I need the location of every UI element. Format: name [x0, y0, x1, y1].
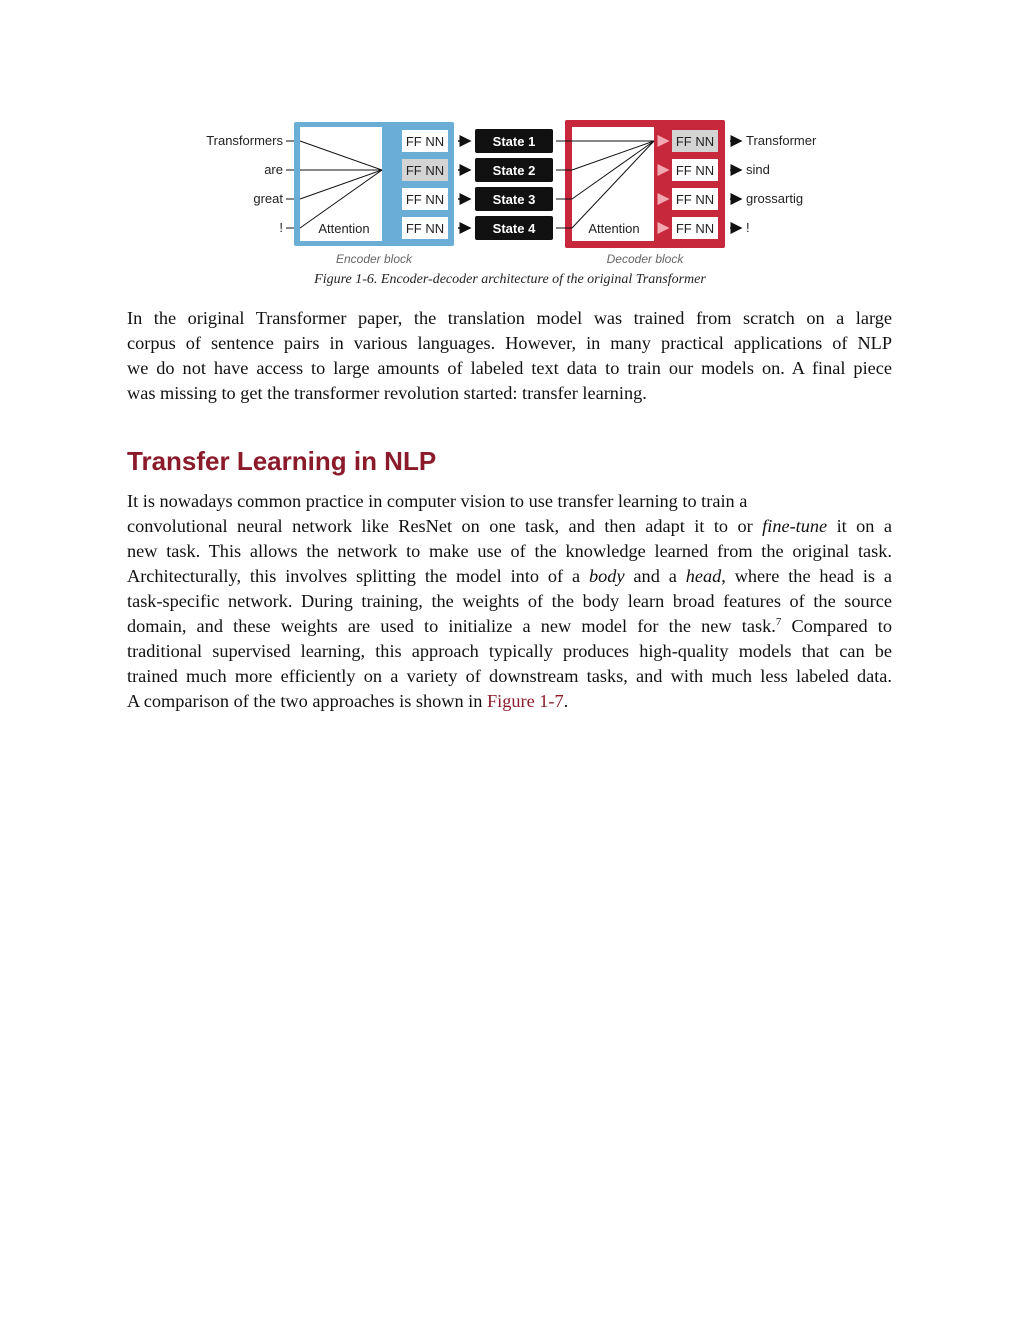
decoder-ffnn-2-label: FF NN: [675, 163, 715, 178]
decoder-block-label: Decoder block: [606, 252, 684, 266]
state-label-4: State 4: [492, 221, 536, 236]
paragraph-line: domain, and these weights are used to initialize a new model for the new task.$^7$ Compared to: [127, 616, 892, 636]
paragraph-line: new task. This allows the network to make use of the knowledge learned from the original task.: [127, 541, 892, 561]
encoder-ffnn-3-label: FF NN: [405, 192, 445, 207]
paragraph-line: traditional supervised learning, this approach typically produces high-quality models that can be: [127, 641, 892, 661]
footnote-marker[interactable]: 7: [775, 616, 782, 628]
paragraph-original-transformer: [127, 306, 892, 406]
encoder-block-label: Encoder block: [335, 252, 413, 266]
emphasis-fine-tune: fine-tune: [762, 516, 828, 536]
input-token-3: great: [253, 191, 283, 206]
encoder-decoder-diagram: [0, 0, 1020, 272]
emphasis-body: body: [589, 566, 625, 586]
section-heading: Transfer Learning in NLP: [127, 446, 437, 476]
decoder-ffnn-3-label: FF NN: [675, 192, 715, 207]
paragraph-line: A comparison of the two approaches is shown in Figure 1-7.: [127, 691, 569, 711]
state-label-2: State 2: [492, 163, 536, 178]
paragraph-line: convolutional neural network like ResNet on one task, and then adapt it to or fine-tune it on a: [127, 516, 892, 536]
paragraph-line: corpus of sentence pairs in various languages. However, in many practical applications of NLP: [127, 333, 892, 353]
paragraph-transfer-learning: [127, 489, 892, 714]
encoder-attention-label: Attention: [318, 221, 370, 236]
paragraph-line: was missing to get the transformer revolution started: transfer learning.: [127, 383, 647, 403]
input-token-4: !: [279, 220, 283, 235]
state-label-1: State 1: [492, 134, 536, 149]
paragraph-line: It is nowadays common practice in computer vision to use transfer learning to train a: [127, 491, 748, 511]
encoder-decoder-figure: [0, 0, 1020, 300]
encoder-ffnn-1-label: FF NN: [405, 134, 445, 149]
emphasis-head: head: [685, 566, 722, 586]
input-token-2: are: [264, 162, 283, 177]
input-token-1: Transformers: [206, 133, 283, 148]
encoder-ffnn-2-label: FF NN: [405, 163, 445, 178]
encoder-ffnn-4-label: FF NN: [405, 221, 445, 236]
paragraph-line: In the original Transformer paper, the translation model was trained from scratch on a large: [127, 308, 892, 328]
output-token-3: grossartig: [746, 191, 804, 206]
output-token-2: sind: [746, 162, 770, 177]
paragraph-line: trained much more efficiently on a variety of downstream tasks, and with much less labeled data.: [127, 666, 892, 686]
decoder-ffnn-4-label: FF NN: [675, 221, 715, 236]
figure-caption: Figure 1-6. Encoder-decoder architecture of the original Transformer: [314, 272, 706, 287]
decoder-attention-label: Attention: [588, 221, 640, 236]
paragraph-line: we do not have access to large amounts of labeled text data to train our models on. A final piece: [127, 358, 892, 378]
figure-1-7-link[interactable]: Figure 1-7: [486, 691, 564, 711]
output-token-1: Transformer: [746, 133, 817, 148]
state-label-3: State 3: [492, 192, 536, 207]
paragraph-line: Architecturally, this involves splitting the model into of a body and a head, where the head is a: [127, 566, 892, 586]
paragraph-line: task-specific network. During training, the weights of the body learn broad features of the source: [127, 591, 892, 611]
output-token-4: !: [746, 220, 750, 235]
decoder-ffnn-1-label: FF NN: [675, 134, 715, 149]
